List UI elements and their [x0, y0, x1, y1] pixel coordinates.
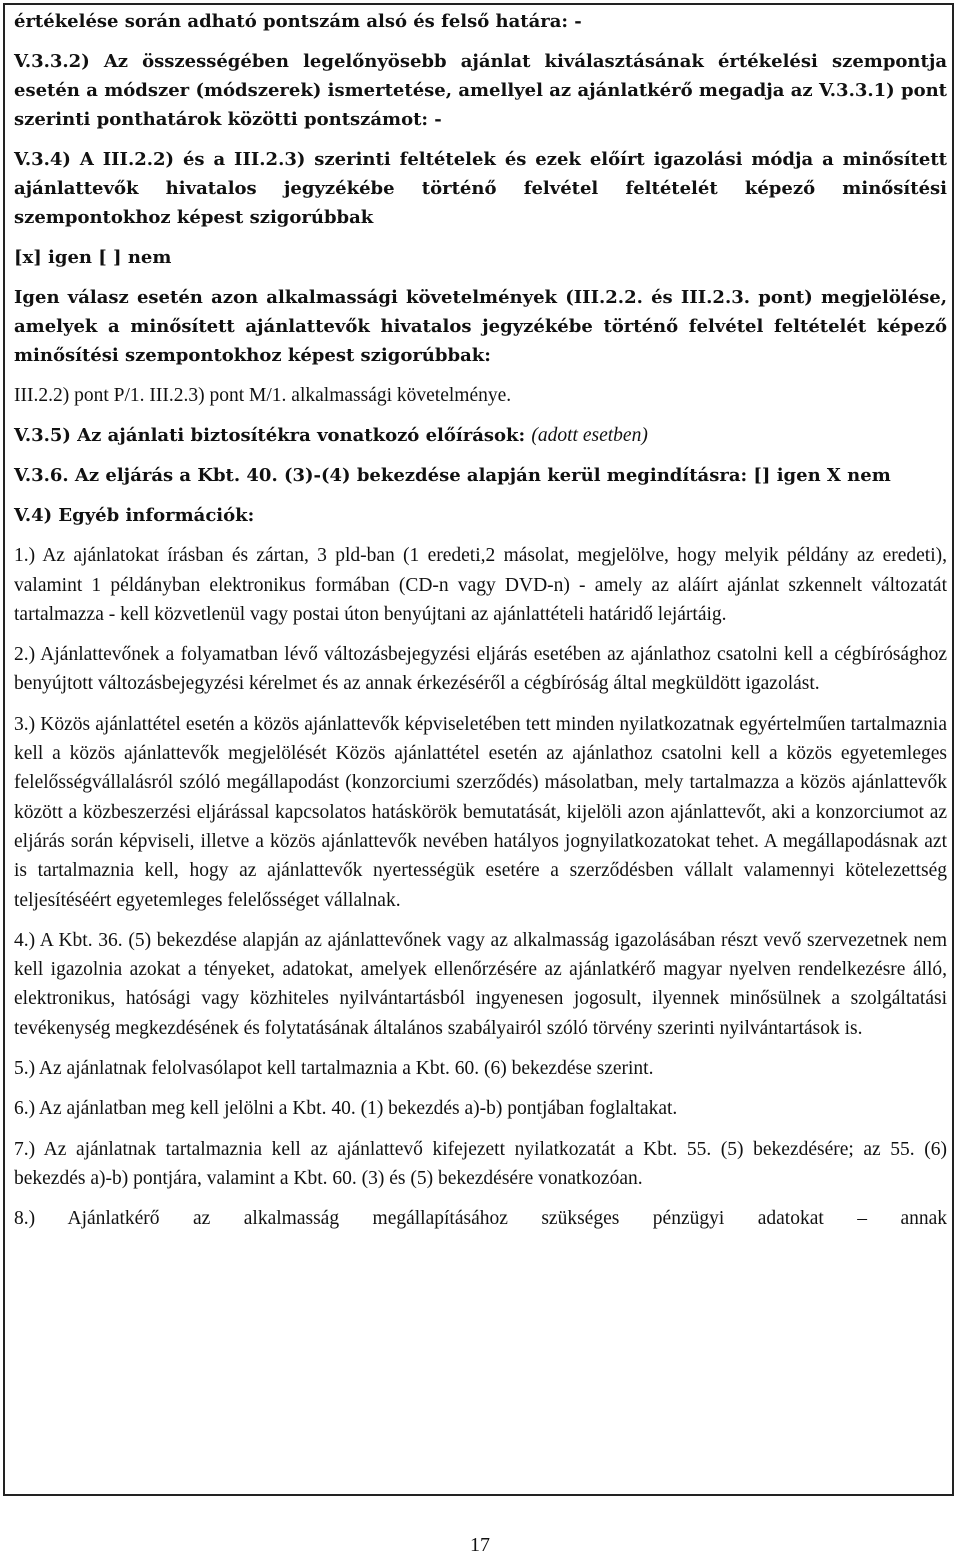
paragraph-info-6: 6.) Az ajánlatban meg kell jelölni a Kbt. 40. (1) bekezdés a)-b) pontjában foglaltakat.	[14, 1098, 678, 1120]
document-frame	[3, 3, 954, 1496]
heading-v4-other-info: V.4) Egyéb információk:	[14, 505, 255, 527]
v35-main-text: V.3.5) Az ajánlati biztosítékra vonatkozó előírások:	[14, 425, 532, 447]
paragraph-v36: V.3.6. Az eljárás a Kbt. 40. (3)-(4) bekezdése alapján kerül megindításra: [] igen X nem	[14, 465, 891, 487]
paragraph-info-2: 2.) Ajánlattevőnek a folyamatban lévő változásbejegyzési eljárás esetében az ajánlathoz csatolni kell a cégbírósághoz benyújtott változásbejegyzési kérelmet és az annak érkezéséről a cégbíróság által megküldött igazolást.	[14, 644, 947, 695]
paragraph-info-4: 4.) A Kbt. 36. (5) bekezdése alapján az ajánlattevőnek vagy az alkalmasság igazolásában részt vevő szervezetnek nem kell igazolnia azokat a tényeket, adatokat, amelyek ellenőrzésére az ajánlatkérő magyar nyelven rendelkezésre álló, elektronikus, hatósági vagy közhiteles nyilvántartásból ingyenesen jogosult, ilyennek minősülnek a szolgáltatási tevékenység megkezdésének és folytatásának általános szabályairól szóló törvény szerinti nyilvántartások is.	[14, 929, 947, 1039]
paragraph-v34: V.3.4) A III.2.2) és a III.2.3) szerinti feltételek és ezek előírt igazolási módja a minősített ajánlattevők hivatalos jegyzékébe történő felvétel feltételét képező minősítési szempontokhoz képest szigorúbbak	[14, 149, 947, 228]
page-number: 17	[470, 1534, 490, 1556]
paragraph-info-7: 7.) Az ajánlatnak tartalmaznia kell az ajánlattevő kifejezett nyilatkozatát a Kbt. 55. (5) bekezdésére; az 55. (6) bekezdés a)-b) pontjára, valamint a Kbt. 60. (3) és (5) bekezdésére vonatkozóan.	[14, 1138, 947, 1189]
paragraph-v35	[14, 421, 947, 450]
paragraph-score-limits: értékelése során adható pontszám alsó és felső határa: -	[14, 11, 582, 32]
paragraph-info-1: 1.) Az ajánlatokat írásban és zártan, 3 pld-ban (1 eredeti,2 másolat, megjelölve, hogy melyik példány az eredeti), valamint 1 példányban elektronikus formában (CD-n vagy DVD-n) - amely az aláírt ajánlat szkennelt változatát tartalmazza - kell közvetlenül vagy postai úton benyújtani az ajánlattételi határidő lejártáig.	[14, 545, 947, 625]
paragraph-stricter-requirements: Igen válasz esetén azon alkalmassági követelmények (III.2.2. és III.2.3. pont) megjelölése, amelyek a minősített ajánlattevők hivatalos jegyzékébe történő felvétel feltételét képező minősítési szempontokhoz képest szigorúbbak:	[14, 287, 947, 366]
paragraph-info-5: 5.) Az ajánlatnak felolvasólapot kell tartalmaznia a Kbt. 60. (6) bekezdése szerint.	[14, 1058, 654, 1080]
v35-italic-note: (adott esetben)	[531, 425, 648, 447]
paragraph-yes-no: [x] igen [ ] nem	[14, 247, 172, 268]
paragraph-info-3: 3.) Közös ajánlattétel esetén a közös ajánlattevők képviseletében tett minden nyilatkozatnak egyértelműen tartalmaznia kell a közös ajánlattevők megjelölését Közös ajánlattétel esetén az ajánlathoz csatolni kell a közös egyetemleges felelősségvállalásról szóló megállapodást (konzorciumi szerződés) másolatban, mely tartalmazza a közös ajánlattevők között a közbeszerzési eljárással kapcsolatos hatáskörök bemutatását, kijelöli azon ajánlattevőt, aki a konzorciumot az eljárás során képviseli, illetve a közös ajánlattevők nevében hatályos jognyilatkozatokat tehet. A megállapodásnak azt is tartalmaznia kell, hogy az ajánlattevők nyertességük esetére a szerződésben vállalt valamennyi kötelezettség teljesítéséért egyetemleges felelősséget vállalnak.	[14, 713, 947, 911]
paragraph-v332: V.3.3.2) Az összességében legelőnyösebb ajánlat kiválasztásának értékelési szempontja esetén a módszer (módszerek) ismertetése, amellyel az ajánlatkérő megadja az V.3.3.1) pont szerinti ponthatárok közötti pontszámot: -	[14, 51, 947, 130]
paragraph-info-8: 8.) Ajánlatkérő az alkalmasság megállapításához szükséges pénzügyi adatokat – annak	[14, 1208, 947, 1230]
document-body	[14, 7, 947, 1245]
paragraph-requirement-points: III.2.2) pont P/1. III.2.3) pont M/1. alkalmassági követelménye.	[14, 385, 512, 406]
